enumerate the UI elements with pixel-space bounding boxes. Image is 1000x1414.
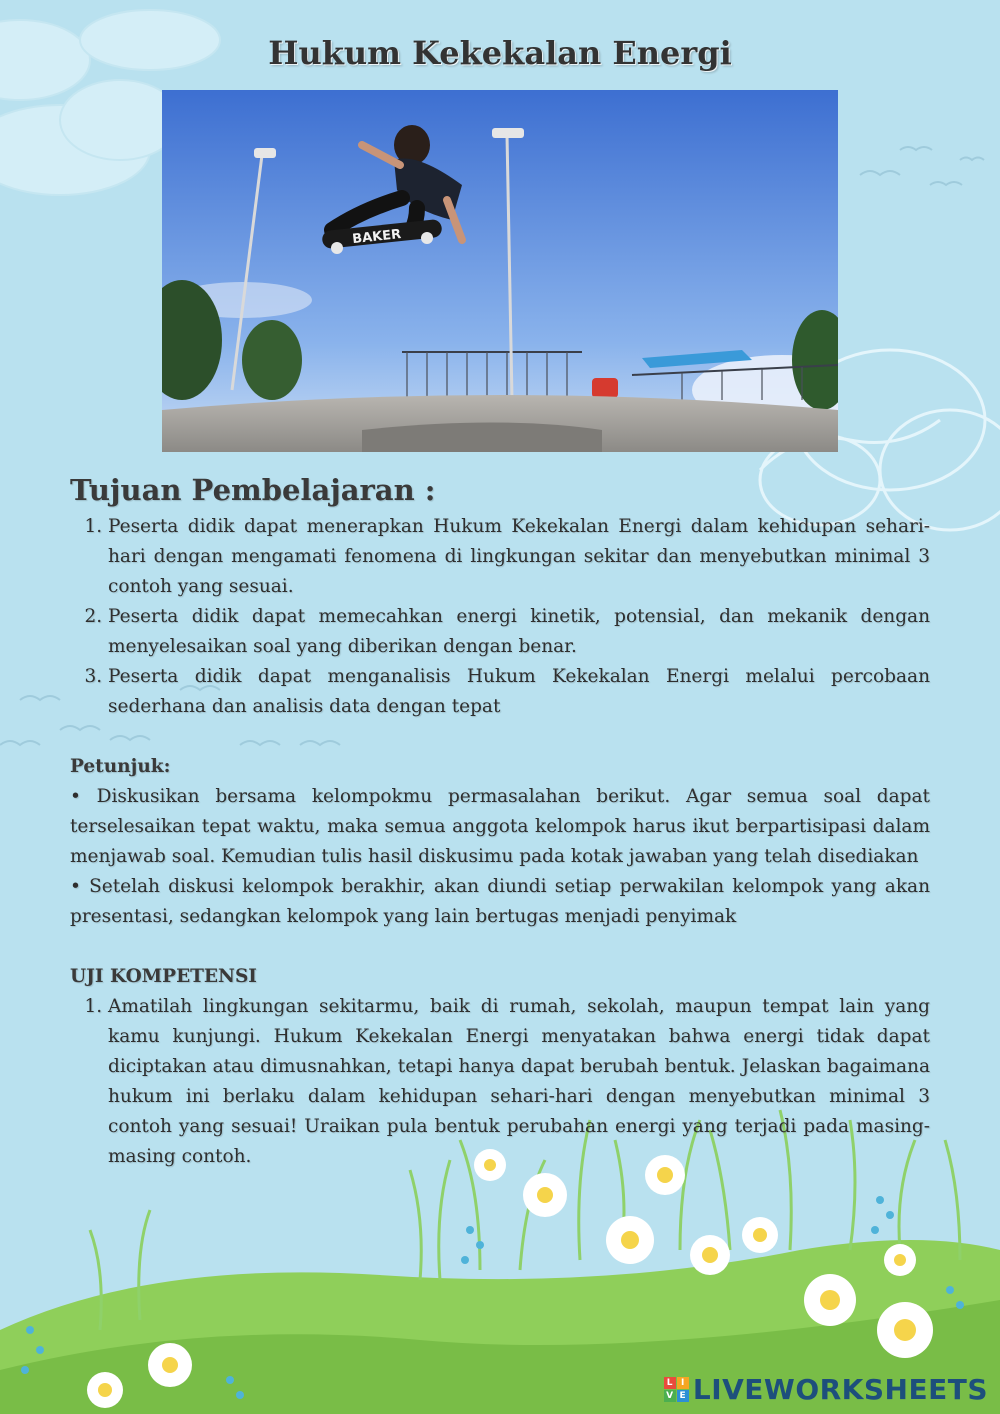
tujuan-item: 1. Peserta didik dapat menerapkan Hukum Kekekalan Energi dalam kehidupan sehari-hari dengan mengamati fenomena di lingkungan sekitar dan menyebutkan minimal 3 contoh yang sesuai. bbox=[108, 512, 930, 602]
uji-kompetensi-label: UJI KOMPETENSI bbox=[70, 966, 257, 987]
skateboard-brand-text: BAKER bbox=[351, 227, 402, 248]
tujuan-item: 3. Peserta didik dapat menganalisis Hukum Kekekalan Energi melalui percobaan sederhana dan analisis data dengan tepat bbox=[108, 662, 930, 722]
uji-kompetensi-item: 1. Amatilah lingkungan sekitarmu, baik di rumah, sekolah, maupun tempat lain yang kamu kunjungi. Hukum Kekekalan Energi menyatakan bahwa energi tidak dapat diciptakan atau dimusnahkan, tetapi hanya dapat berubah bentuk. Jelaskan bagaimana hukum ini berlaku dalam kehidupan sehari-hari dengan menyebutkan minimal 3 contoh yang sesuai! Uraikan pula bentuk perubahan energi yang terjadi pada masing-masing contoh. bbox=[108, 992, 930, 1172]
liveworksheets-brand[interactable] bbox=[664, 1373, 988, 1406]
petunjuk-item: • Diskusikan bersama kelompokmu permasalahan berikut. Agar semua soal dapat terselesaikan tepat waktu, maka semua anggota kelompok harus ikut berpartisipasi dalam menjawab soal. Kemudian tulis hasil diskusimu pada kotak jawaban yang telah disediakan bbox=[70, 786, 930, 867]
tujuan-list bbox=[70, 512, 930, 722]
liveworksheets-logo-icon: L I V E bbox=[664, 1377, 689, 1402]
tujuan-item: 2. Peserta didik dapat memecahkan energi kinetik, potensial, dan mekanik dengan menyelesaikan soal yang diberikan dengan benar. bbox=[108, 602, 930, 662]
petunjuk-label: Petunjuk: bbox=[70, 756, 171, 777]
brand-name: LIVEWORKSHEETS bbox=[692, 1373, 988, 1406]
uji-kompetensi-list bbox=[70, 992, 930, 1172]
page-title: Hukum Kekekalan Energi bbox=[268, 34, 732, 72]
petunjuk-item: • Setelah diskusi kelompok berakhir, akan diundi setiap perwakilan kelompok yang akan presentasi, sedangkan kelompok yang lain bertugas menjadi penyimak bbox=[70, 876, 930, 927]
tujuan-heading: Tujuan Pembelajaran : bbox=[70, 473, 436, 507]
skateboard-photo bbox=[162, 90, 838, 452]
worksheet-content bbox=[70, 470, 930, 1172]
